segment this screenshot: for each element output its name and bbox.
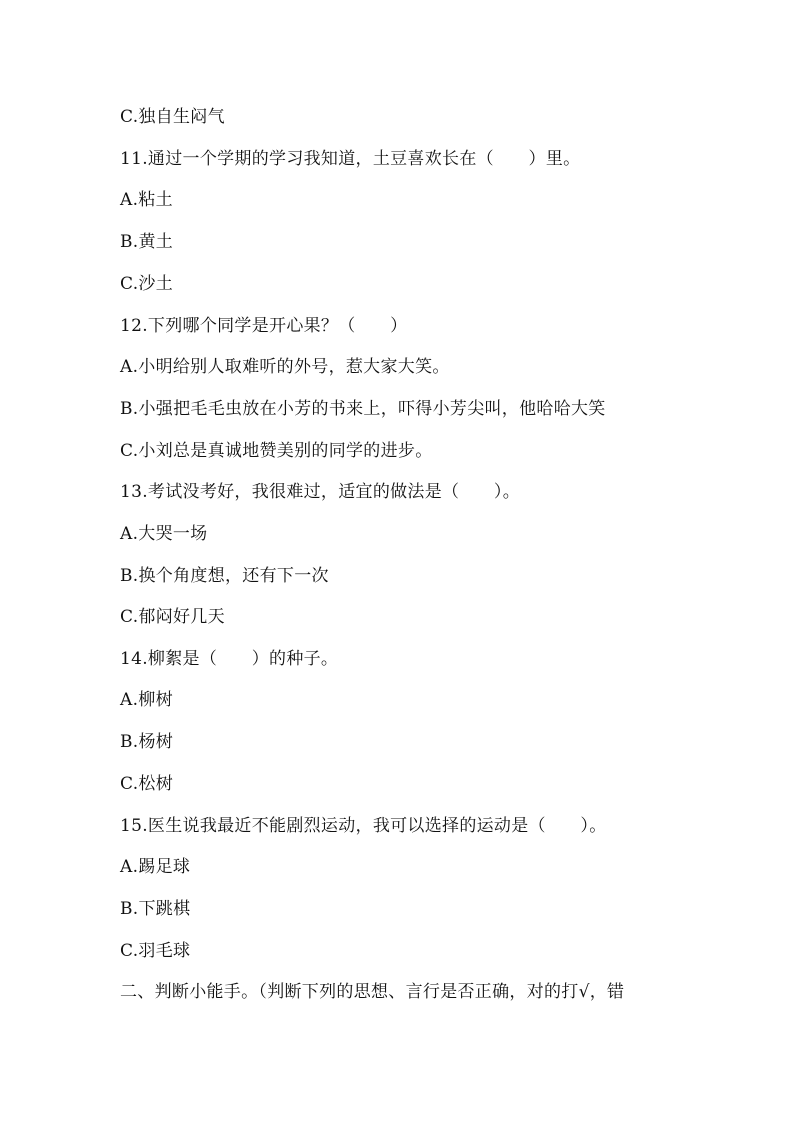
option-14c: C.松树: [120, 774, 174, 794]
option-12c: C.小刘总是真诚地赞美别的同学的进步。: [120, 441, 433, 461]
option-15a: A.踢足球: [120, 857, 191, 877]
question-15: 15.医生说我最近不能剧烈运动，我可以选择的运动是（ ）。: [120, 816, 607, 836]
section-two-heading: 二、判断小能手。（判断下列的思想、言行是否正确，对的打√，错: [120, 982, 625, 1002]
option-14b: B.杨树: [120, 732, 174, 752]
option-11a: A.粘土: [120, 190, 173, 210]
option-13a: A.大哭一场: [120, 524, 208, 544]
option-12b: B.小强把毛毛虫放在小芳的书来上，吓得小芳尖叫，他哈哈大笑: [120, 399, 606, 419]
option-15b: B.下跳棋: [120, 899, 191, 919]
option-15c: C.羽毛球: [120, 941, 191, 961]
option-13b: B.换个角度想，还有下一次: [120, 566, 329, 586]
question-12: 12.下列哪个同学是开心果？（ ）: [120, 316, 408, 336]
option-10c: C.独自生闷气: [120, 107, 225, 127]
option-12a: A.小明给别人取难听的外号，惹大家大笑。: [120, 357, 450, 377]
option-13c: C.郁闷好几天: [120, 607, 225, 627]
option-14a: A.柳树: [120, 690, 173, 710]
question-11: 11.通过一个学期的学习我知道，土豆喜欢长在（ ）里。: [120, 149, 581, 169]
option-11c: C.沙土: [120, 274, 174, 294]
question-14: 14.柳絮是（ ）的种子。: [120, 649, 339, 669]
question-13: 13.考试没考好，我很难过，适宜的做法是（ ）。: [120, 482, 521, 502]
option-11b: B.黄土: [120, 232, 174, 252]
